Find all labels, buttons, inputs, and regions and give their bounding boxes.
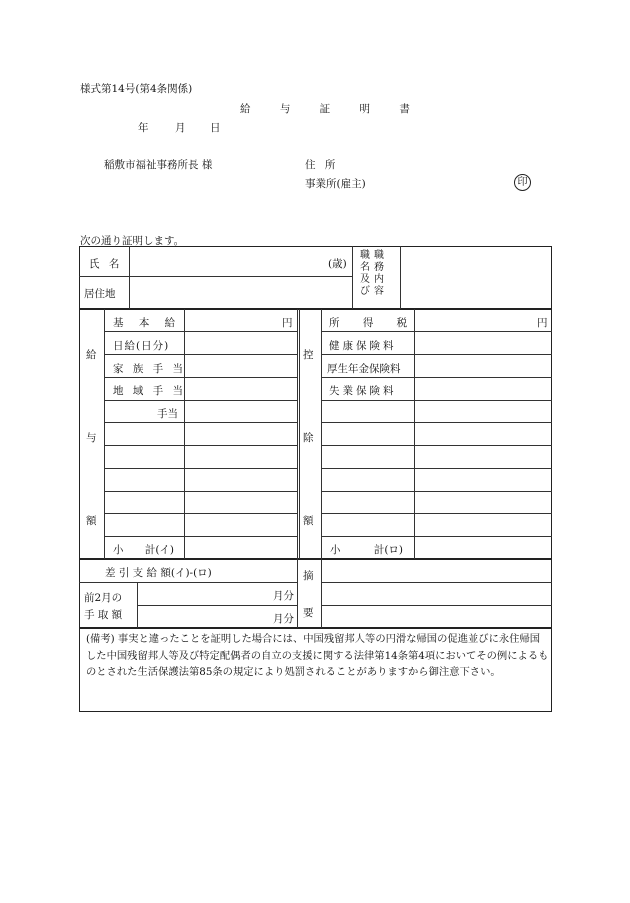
certify-statement: 次の通り証明します。 bbox=[80, 235, 185, 247]
person-table bbox=[79, 246, 552, 309]
date-year: 年 bbox=[138, 122, 149, 134]
deduction-item: 所 得 税 bbox=[329, 317, 408, 329]
deduction-section-char: 除 bbox=[303, 432, 314, 444]
job-char: び bbox=[360, 286, 370, 297]
seal-mark: 印 bbox=[514, 174, 531, 191]
prev-month-label: 前2月の bbox=[84, 592, 123, 604]
date-day: 日 bbox=[210, 122, 221, 134]
pay-item: 手当 bbox=[157, 408, 178, 420]
employer-label: 事業所(雇主) bbox=[305, 178, 366, 190]
deduction-item: 健康保険料 bbox=[329, 340, 397, 352]
deduction-item: 失業保険料 bbox=[329, 385, 397, 397]
deduction-section-char: 控 bbox=[303, 349, 314, 361]
addressee: 稲敷市福祉事務所長 様 bbox=[104, 159, 213, 171]
deduction-item: 厚生年金保険料 bbox=[327, 363, 401, 375]
job-label bbox=[360, 250, 384, 298]
job-char: 務 bbox=[374, 262, 384, 273]
job-char: 職 bbox=[360, 250, 370, 261]
name-label: 氏 名 bbox=[89, 258, 120, 270]
remarks-char: 要 bbox=[303, 607, 314, 619]
net-amount-label: 手 取 額 bbox=[84, 609, 123, 621]
deduction-section-char: 額 bbox=[303, 515, 314, 527]
net-pay-label: 差 引 支 給 額(イ)-(ロ) bbox=[105, 567, 212, 579]
job-char: 職 bbox=[374, 250, 384, 261]
job-char: 容 bbox=[374, 286, 384, 297]
deduction-subtotal: 小 計(ロ) bbox=[330, 544, 404, 556]
residence-label: 居住地 bbox=[84, 288, 116, 300]
pay-section-char: 額 bbox=[86, 515, 97, 527]
job-char: 及 bbox=[360, 274, 370, 285]
form-number: 様式第14号(第4条関係) bbox=[80, 83, 193, 95]
job-char: 内 bbox=[374, 274, 384, 285]
remarks-char: 摘 bbox=[303, 570, 314, 582]
date-month: 月 bbox=[175, 122, 186, 134]
pay-yen: 円 bbox=[282, 317, 293, 329]
page-title bbox=[240, 101, 412, 116]
pay-section-char: 与 bbox=[86, 432, 97, 444]
month-unit: 月分 bbox=[273, 590, 294, 602]
pay-item: 日給(日分) bbox=[113, 340, 170, 352]
job-char: 名 bbox=[360, 262, 370, 273]
pay-section-char: 給 bbox=[86, 349, 97, 361]
address-label: 住 所 bbox=[305, 159, 336, 171]
remarks-text: (備考) 事実と違ったことを証明した場合には、中国残留邦人等の円滑な帰国の促進並びに永住帰国した中国残留邦人等及び特定配偶者の自立の支援に関する法律第14条第4項においてその例によるものとされた生活保護法第85条の規定により処罰されることがありますから御注意下さい。 bbox=[86, 633, 549, 678]
pay-item: 家 族 手 当 bbox=[113, 363, 187, 375]
age-label: (歳) bbox=[328, 258, 347, 270]
deduction-yen: 円 bbox=[537, 317, 548, 329]
month-unit: 月分 bbox=[273, 613, 294, 625]
title-text: 給 与 証 明 書 bbox=[240, 103, 412, 115]
pay-item: 基 本 給 bbox=[113, 317, 182, 329]
pay-subtotal: 小 計(イ) bbox=[113, 544, 175, 556]
pay-item: 地 域 手 当 bbox=[113, 385, 187, 397]
